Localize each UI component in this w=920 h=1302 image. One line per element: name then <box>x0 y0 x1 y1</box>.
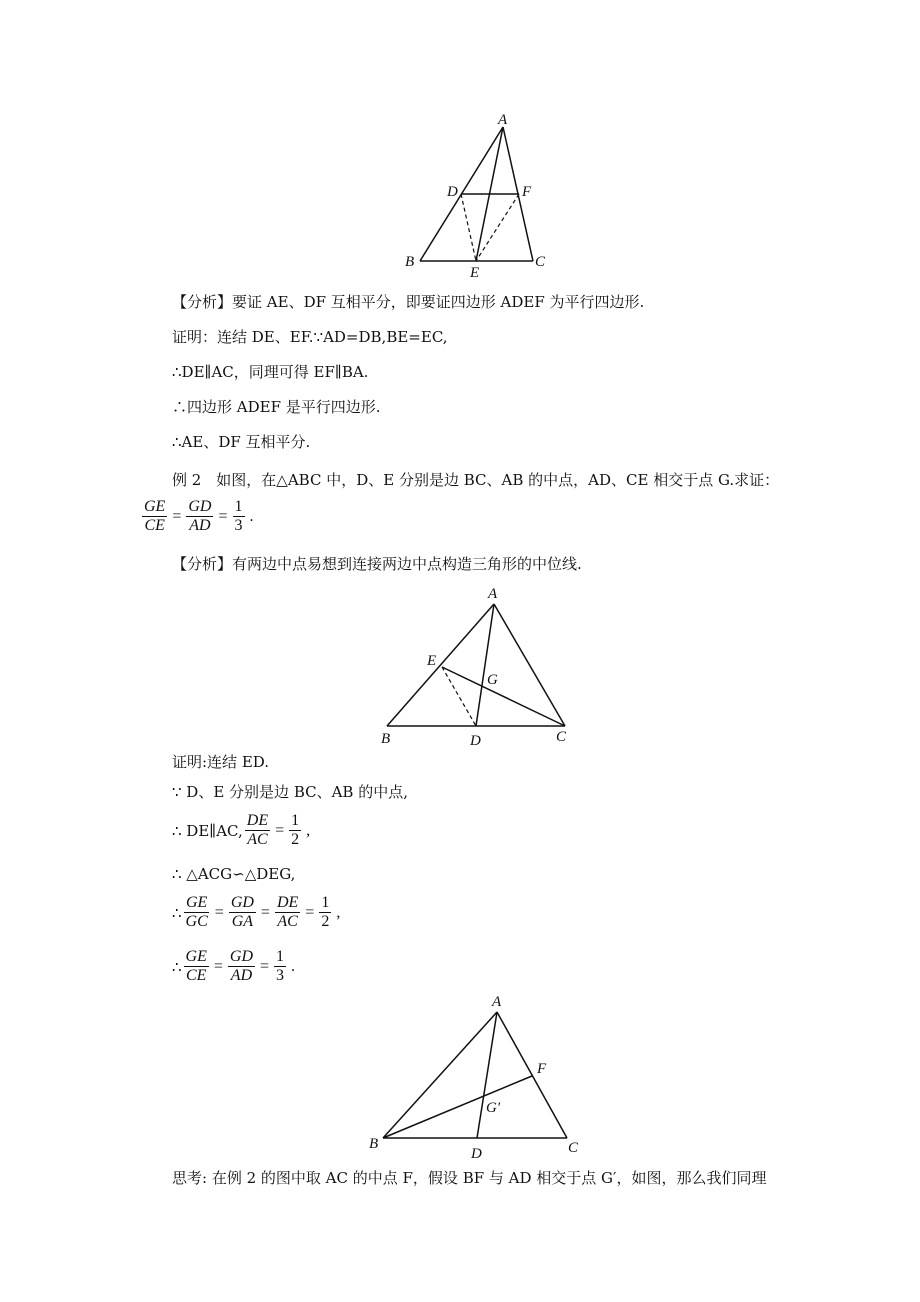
label-d: D <box>470 733 481 749</box>
label-c: C <box>568 1140 579 1156</box>
figure-parallelogram <box>400 110 560 280</box>
fraction-gd-ad: $\frac{GD}{AD}$ <box>229 948 254 984</box>
ex2-proof-line-4: ∴ △ACG∽△DEG, <box>172 865 296 883</box>
label-b: B <box>381 731 391 747</box>
fraction-gd-ad: $\frac{GD}{AD}$ <box>188 498 212 534</box>
ex2-proof-line-5: ∴ $\frac{GE}{GC}$ = $\frac{GD}{GA}$ = $\frac{DE}{AC}$ = $\frac{1}{2}$ , <box>172 894 341 930</box>
analysis-text: 要证 AE、DF 互相平分，即要证四边形 ADEF 为平行四边形. <box>232 293 645 311</box>
fraction-ge-ce: $\frac{GE}{CE}$ <box>144 498 166 534</box>
analysis-tag: 【分析】 <box>172 555 233 573</box>
ex2-proof-line-1: 证明:连结 ED. <box>172 753 270 771</box>
label-d: D <box>447 184 458 200</box>
label-g: G <box>487 672 498 688</box>
dashed-de <box>461 194 476 261</box>
ex1-proof-line-3: ∴四边形 ADEF 是平行四边形. <box>172 398 381 416</box>
analysis-tag: 【分析】 <box>172 293 233 311</box>
label-b: B <box>405 254 415 270</box>
think-paragraph: 思考: 在例 2 的图中取 AC 的中点 F，假设 BF 与 AD 相交于点 G′，如图，那么我们同理 <box>172 1169 767 1187</box>
ex1-proof-line-1: 证明：连结 DE、EF.∵AD=DB,BE=EC, <box>172 328 448 346</box>
ex1-analysis <box>172 292 644 312</box>
ex2-proof-line-6: ∴ $\frac{GE}{CE}$ = $\frac{GD}{AD}$ = $\frac{1}{3}$ . <box>172 948 296 984</box>
label-b: B <box>369 1136 379 1152</box>
fraction-one-half: $\frac{1}{2}$ <box>321 894 330 930</box>
fraction-de-ac: $\frac{DE}{AC}$ <box>276 894 299 930</box>
side-ac <box>497 1012 567 1138</box>
side-ac <box>494 604 565 726</box>
fraction-one-third: $\frac{1}{3}$ <box>234 498 243 534</box>
median-bf <box>383 1076 532 1138</box>
label-a: A <box>488 586 498 602</box>
label-f: F <box>537 1061 547 1077</box>
label-a: A <box>498 112 508 128</box>
fraction-ge-ce: $\frac{GE}{CE}$ <box>185 948 207 984</box>
analysis-text: 有两边中点易想到连接两边中点构造三角形的中位线. <box>232 555 582 573</box>
ex1-proof-line-2: ∴DE∥AC，同理可得 EF∥BA. <box>172 363 369 381</box>
fraction-one-third: $\frac{1}{3}$ <box>276 948 285 984</box>
label-g-prime: G′ <box>486 1100 501 1116</box>
ex2-proof-line-2: ∵ D、E 分别是边 BC、AB 的中点, <box>172 783 408 801</box>
fraction-gd-ga: $\frac{GD}{GA}$ <box>230 894 254 930</box>
label-f: F <box>522 184 532 200</box>
median-ce <box>442 667 565 726</box>
ex2-proof-line-3: ∴ DE∥AC, $\frac{DE}{AC}$ = $\frac{1}{2}$ , <box>172 812 311 848</box>
label-c: C <box>535 254 546 270</box>
ex2-claim: $\frac{GE}{CE}$ = $\frac{GD}{AD}$ = $\frac{1}{3}$ . <box>144 498 254 534</box>
label-e: E <box>427 653 437 669</box>
ex2-analysis <box>172 554 582 574</box>
fraction-de-ac: $\frac{DE}{AC}$ <box>246 812 269 848</box>
label-a: A <box>492 994 502 1010</box>
label-c: C <box>556 729 567 745</box>
figure-centroid <box>375 580 575 750</box>
fraction-ge-gc: $\frac{GE}{GC}$ <box>185 894 208 930</box>
label-d: D <box>471 1146 482 1162</box>
label-e: E <box>470 265 480 280</box>
fraction-one-half: $\frac{1}{2}$ <box>291 812 300 848</box>
figure-think <box>365 990 595 1165</box>
ex2-statement: 例 2 如图，在△ABC 中，D、E 分别是边 BC、AB 的中点，AD、CE 相交于点 G.求证： <box>172 471 780 489</box>
ex1-proof-line-4: ∴AE、DF 互相平分. <box>172 433 311 451</box>
